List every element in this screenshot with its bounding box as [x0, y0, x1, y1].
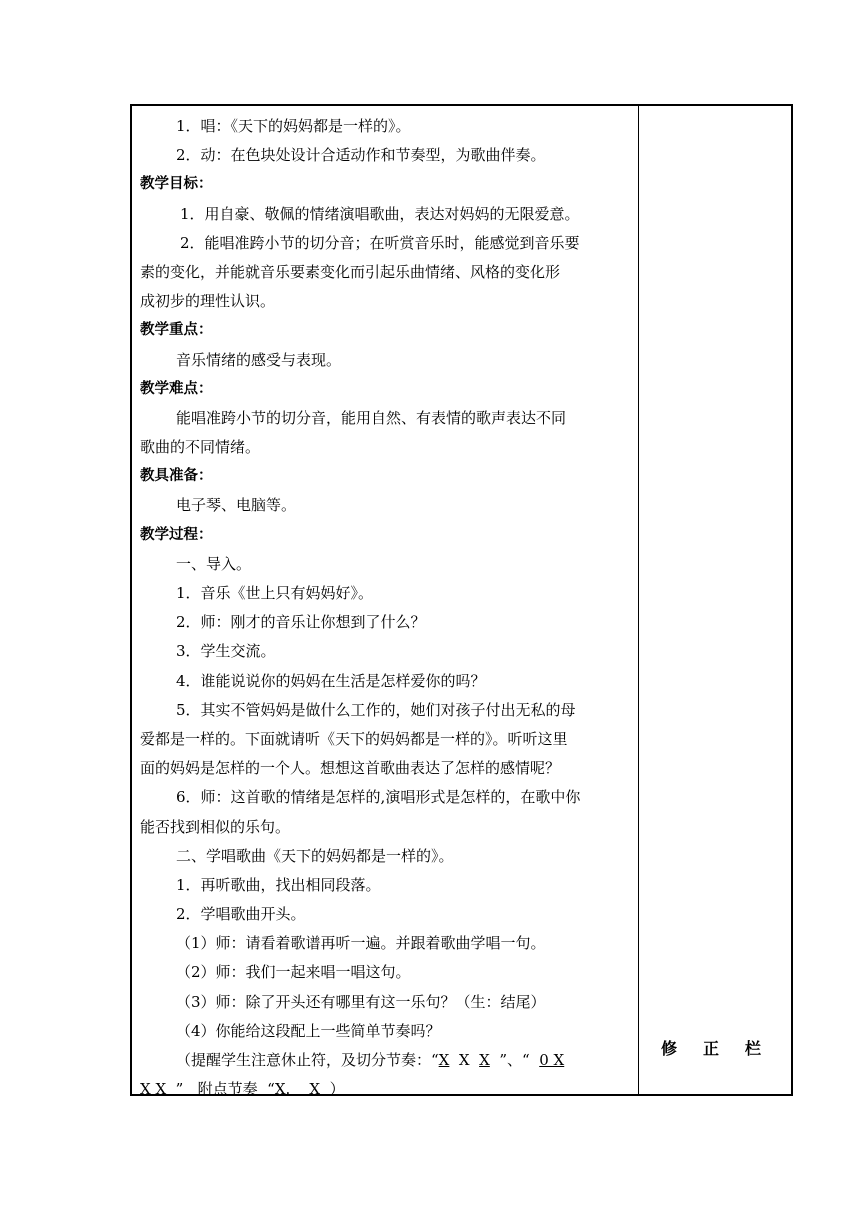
rhythm-x: X	[309, 1080, 321, 1099]
section-heading: 教学过程：	[140, 526, 213, 543]
section-heading: 教具准备：	[140, 468, 213, 485]
rhythm-separator: ”、“	[489, 1051, 540, 1069]
text-line: 6．师：这首歌的情绪是怎样的,演唱形式是怎样的，在歌中你	[176, 788, 581, 807]
text-line: 1．再听歌曲，找出相同段落。	[176, 875, 381, 894]
section-heading: 教学难点：	[140, 380, 213, 397]
rhythm-x: X	[449, 1051, 480, 1069]
text-line: 1．唱：《天下的妈妈都是一样的》。	[176, 117, 411, 135]
text-line: 5．其实不管妈妈是做什么工作的，她们对孩子付出无私的母	[176, 700, 576, 719]
rhythm-note-line-1	[140, 1046, 632, 1075]
text-line: 1．音乐《世上只有妈妈好》。	[176, 584, 374, 602]
text-line: 4．谁能说说你的妈妈在生活是怎样爱你的吗？	[176, 671, 486, 690]
section-heading: 教学重点：	[140, 322, 213, 339]
text-line: 3．学生交流。	[176, 642, 276, 661]
text-line: 1．用自豪、敬佩的情绪演唱歌曲，表达对妈妈的无限爱意。	[180, 204, 580, 223]
text-line: 爱都是一样的。下面就请听《天下的妈妈都是一样的》。听听这里	[140, 729, 568, 748]
lesson-table	[130, 104, 793, 1099]
rhythm-syncopation: X X	[140, 1080, 167, 1099]
rhythm-prefix: （提醒学生注意休止符，及切分节奏：“	[176, 1051, 439, 1069]
text-line: （3）师：除了开头还有哪里有这一乐句？（生：结尾）	[176, 992, 546, 1011]
text-line: （2）师：我们一起来唱一唱这句。	[176, 963, 411, 982]
text-line: 2．学唱歌曲开头。	[176, 905, 306, 924]
text-line: （4）你能给这段配上一些简单节奏吗？	[176, 1021, 441, 1040]
text-line: 素的变化，并能就音乐要素变化而引起乐曲情绪、风格的变化形	[140, 262, 561, 281]
column-divider	[638, 106, 639, 1094]
rhythm-dotted-label: ” 附点节奏 “X.	[166, 1080, 310, 1099]
text-line: 成初步的理性认识。	[140, 292, 276, 311]
rhythm-note-line-2	[140, 1075, 632, 1104]
rhythm-x: X	[438, 1051, 450, 1069]
text-line: 二、学唱歌曲《天下的妈妈都是一样的》。	[176, 846, 454, 865]
text-line: 能否找到相似的乐句。	[140, 817, 291, 836]
rhythm-syncopation: 0 X	[539, 1051, 565, 1069]
text-line: 2．能唱准跨小节的切分音；在听赏音乐时，能感觉到音乐要	[180, 233, 580, 252]
rhythm-end: ）	[320, 1080, 345, 1099]
text-line: 面的妈妈是怎样的一个人。想想这首歌曲表达了怎样的感情呢？	[140, 759, 561, 778]
correction-column-label: 修正栏	[660, 1039, 787, 1058]
text-line: 2．师：刚才的音乐让你想到了什么？	[176, 613, 426, 632]
text-line: 歌曲的不同情绪。	[140, 438, 261, 457]
text-line: 音乐情绪的感受与表现。	[176, 350, 342, 369]
text-line: 电子琴、电脑等。	[176, 496, 297, 515]
section-heading: 教学目标：	[140, 176, 213, 193]
lesson-content	[140, 112, 632, 1104]
text-line: （1）师：请看着歌谱再听一遍。并跟着歌曲学唱一句。	[176, 934, 546, 953]
text-line: 一、导入。	[176, 554, 252, 573]
text-line: 2．动：在色块处设计合适动作和节奏型，为歌曲伴奏。	[176, 146, 546, 165]
rhythm-x: X	[479, 1051, 490, 1069]
text-line: 能唱准跨小节的切分音，能用自然、有表情的歌声表达不同	[176, 408, 567, 427]
